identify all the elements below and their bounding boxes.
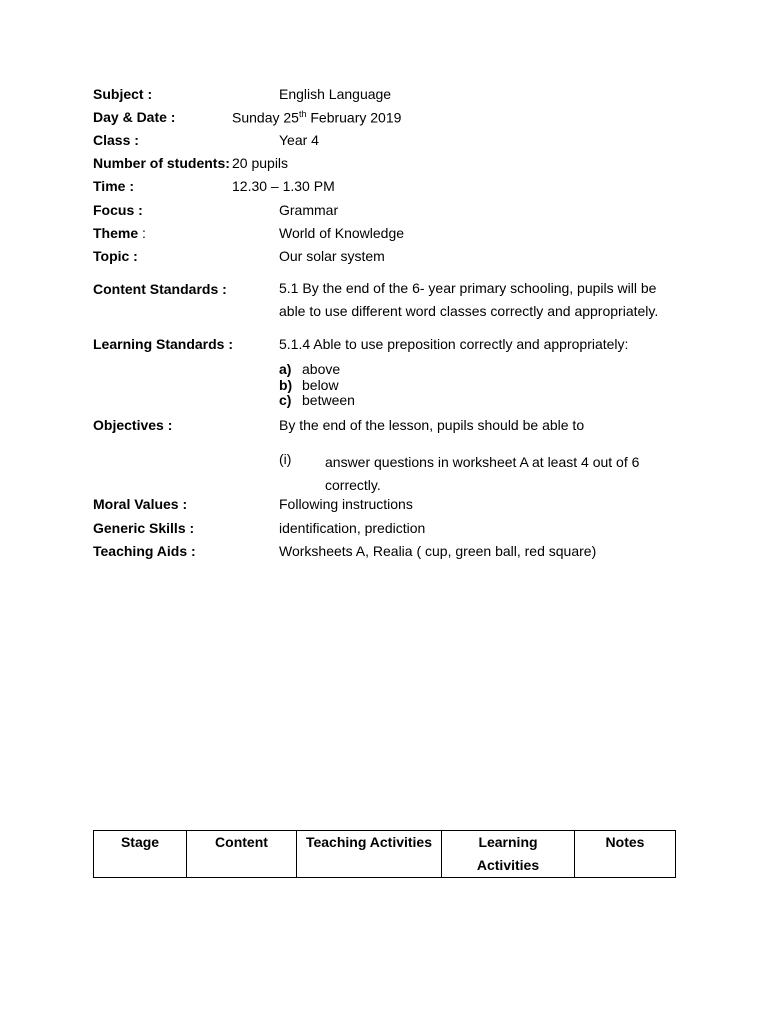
teaching-aids-value: Worksheets A, Realia ( cup, green ball, red square) — [279, 543, 597, 559]
focus-label: Focus : — [93, 202, 143, 218]
lesson-plan-table — [93, 830, 676, 878]
preposition-list — [279, 362, 355, 409]
time-label: Time : — [93, 178, 134, 194]
objectives-value: By the end of the lesson, pupils should be able to — [279, 417, 585, 433]
subject-label: Subject : — [93, 86, 153, 102]
column-header-learning-activities: Learning Activities — [442, 831, 575, 878]
list-item: b) below — [279, 376, 339, 393]
objective-marker: (i) — [279, 451, 292, 467]
table-header-row — [94, 831, 676, 878]
column-header-stage: Stage — [94, 831, 187, 878]
time-value: 12.30 – 1.30 PM — [232, 178, 335, 194]
day-date-label: Day & Date : — [93, 109, 176, 125]
day-date-value: Sunday 25th February 2019 — [232, 109, 402, 126]
content-standards-label: Content Standards : — [93, 281, 227, 297]
content-standards-value: 5.1 By the end of the 6- year primary schooling, pupils will be able to use different word classes correctly and appropriately. — [279, 280, 659, 319]
subject-value: English Language — [279, 86, 392, 102]
generic-skills-value: identification, prediction — [279, 520, 426, 536]
students-label: Number of students: — [93, 155, 230, 171]
class-label: Class : — [93, 132, 139, 148]
learning-standards-value: 5.1.4 Able to use preposition correctly and appropriately: — [279, 336, 629, 352]
list-item: c) between — [279, 392, 355, 408]
list-item: a) above — [279, 361, 341, 377]
class-value: Year 4 — [279, 132, 319, 148]
teaching-aids-label: Teaching Aids : — [93, 543, 196, 559]
theme-label: Theme : — [93, 225, 146, 241]
column-header-teaching-activities: Teaching Activities — [297, 831, 442, 878]
generic-skills-label: Generic Skills : — [93, 520, 195, 536]
topic-label: Topic : — [93, 248, 138, 264]
learning-standards-label: Learning Standards : — [93, 336, 234, 352]
focus-value: Grammar — [279, 202, 339, 218]
theme-value: World of Knowledge — [279, 225, 405, 241]
students-value: 20 pupils — [232, 155, 289, 171]
column-header-content: Content — [187, 831, 297, 878]
column-header-notes: Notes — [575, 831, 676, 878]
objective-text: answer questions in worksheet A at least 4 out of 6 correctly. — [325, 454, 640, 493]
moral-values-label: Moral Values : — [93, 496, 188, 512]
objectives-label: Objectives : — [93, 417, 173, 433]
topic-value: Our solar system — [279, 248, 385, 264]
moral-values-value: Following instructions — [279, 496, 413, 512]
